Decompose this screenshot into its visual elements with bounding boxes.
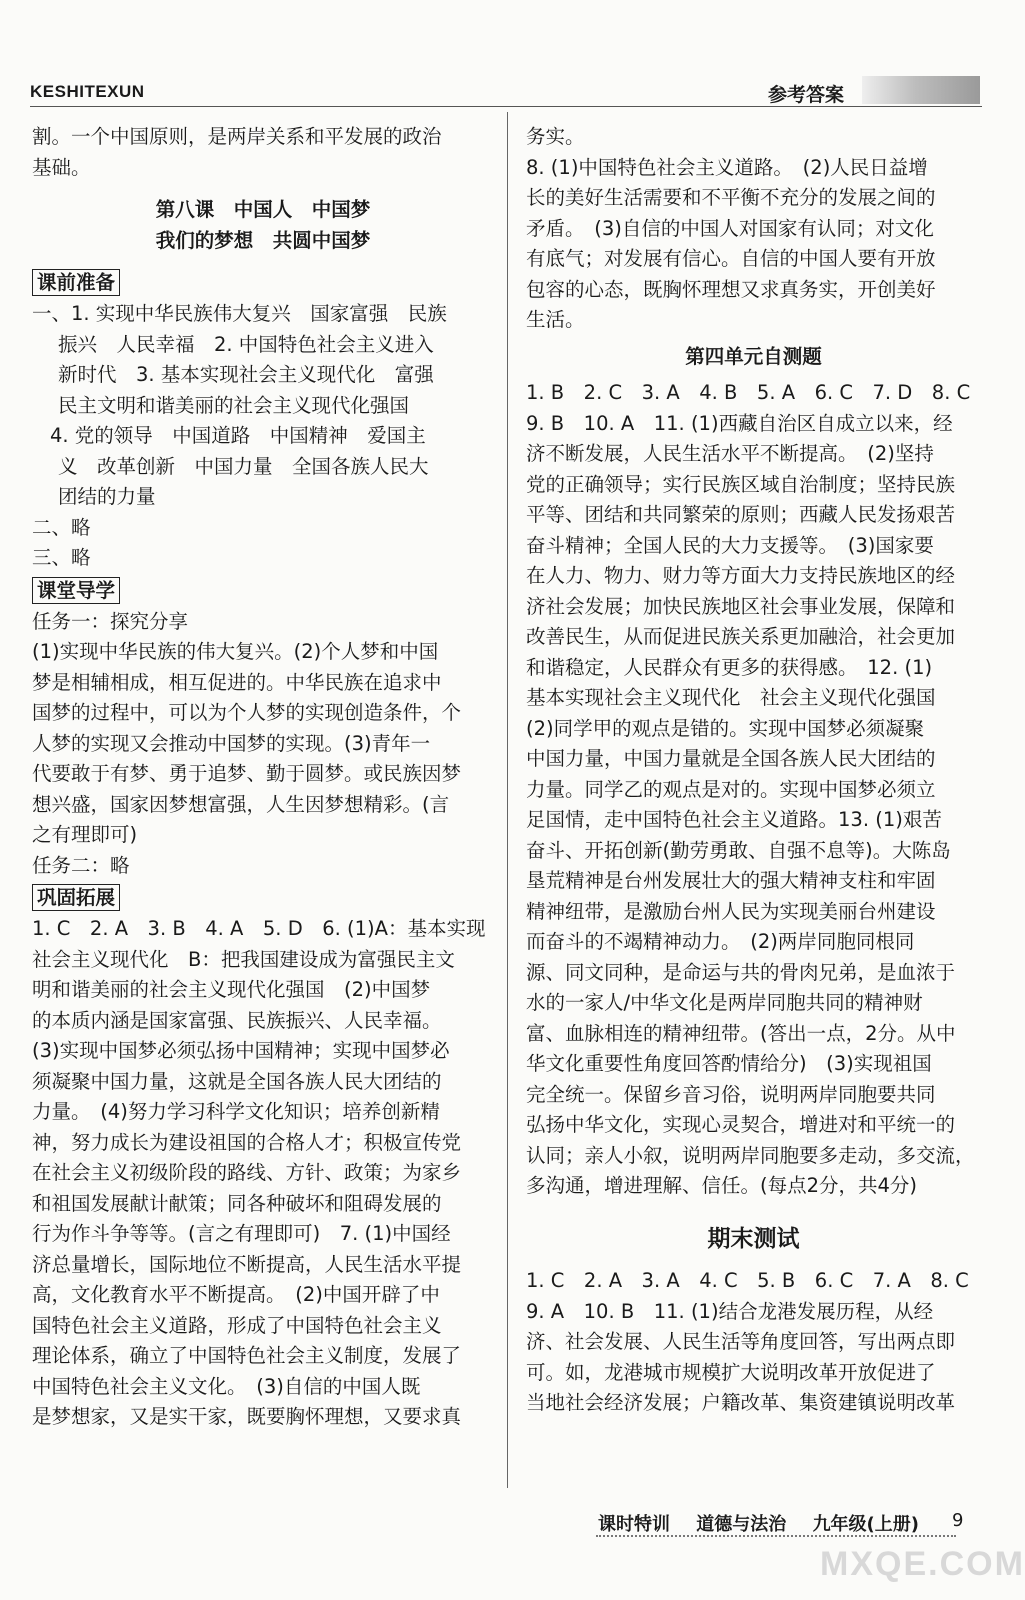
text-line: 党的正确领导；实行民族区域自治制度；坚持民族 — [526, 472, 956, 496]
text-line: 包容的心态，既胸怀理想又求真务实，开创美好 — [526, 277, 936, 301]
section-label-consolidate: 巩固拓展 — [32, 884, 120, 911]
section-label-preview: 课前准备 — [32, 269, 120, 296]
text-line: 基础。 — [32, 155, 91, 179]
continued-answers — [526, 122, 981, 336]
final-test-title: 期末测试 — [707, 1225, 800, 1252]
text-line: 有底气；对发展有信心。自信的中国人要有开放 — [526, 247, 936, 270]
text-line: 生活。 — [526, 308, 585, 331]
text-line: 一、1. 实现中华民族伟大复兴 国家富强 民族 — [32, 302, 447, 325]
brand-name: KESHITEXUN — [30, 82, 145, 101]
text-line: 基本实现社会主义现代化 社会主义现代化强国 — [526, 686, 936, 709]
section-consolidate-answers — [32, 914, 494, 1433]
text-line: 9. B 10. A 11. (1)西藏自治区自成立以来，经 — [526, 411, 953, 435]
text-line: 国特色社会主义道路，形成了中国特色社会主义 — [32, 1313, 442, 1337]
section-guide-answers — [32, 607, 494, 882]
text-line: 9. A 10. B 11. (1)结合龙港发展历程，从经 — [526, 1299, 934, 1323]
text-line: 理论体系，确立了中国特色社会主义制度，发展了 — [32, 1344, 462, 1367]
text-line: 改善民生，从而促进民族关系更加融洽，社会更加 — [526, 625, 956, 648]
text-line: 振兴 人民幸福 2. 中国特色社会主义进入 — [58, 332, 434, 356]
text-line: 任务二：略 — [32, 853, 130, 877]
text-line: 和谐稳定，人民群众有更多的获得感。 12. (1) — [526, 655, 933, 679]
text-line: 代要敢于有梦、勇于追梦、勤于圆梦。或民族因梦 — [32, 762, 462, 785]
footer-grade: 九年级(上册) — [812, 1514, 920, 1535]
text-line: 平等、团结和共同繁荣的原则；西藏人民发扬艰苦 — [526, 503, 956, 526]
text-line: 神，努力成长为建设祖国的合格人才；积极宣传党 — [32, 1130, 462, 1154]
continued-text — [32, 122, 494, 183]
text-line: 任务一：探究分享 — [32, 609, 189, 633]
text-line: 完全统一。保留乡音习俗，说明两岸同胞要共同 — [526, 1082, 936, 1106]
left-column — [32, 122, 494, 1433]
header-title: 参考答案 — [768, 84, 845, 106]
text-line: 明和谐美丽的社会主义现代化强国 (2)中国梦 — [32, 978, 431, 1001]
text-line: 二、略 — [32, 515, 91, 539]
text-line: 1. C 2. A 3. B 4. A 5. D 6. (1)A：基本实现 — [32, 917, 486, 940]
lesson-heading — [32, 195, 494, 256]
text-line: 民主文明和谐美丽的社会主义现代化强国 — [58, 393, 410, 417]
text-line: 社会主义现代化 B：把我国建设成为富强民主文 — [32, 947, 455, 971]
text-line: 三、略 — [32, 546, 91, 569]
text-line: 务实。 — [526, 125, 585, 148]
text-line: 长的美好生活需要和不平衡不充分的发展之间的 — [526, 186, 936, 209]
text-line: 可。如，龙港城市规模扩大说明改革开放促进了 — [526, 1360, 936, 1384]
text-line: 力量。同学乙的观点是对的。实现中国梦必须立 — [526, 777, 936, 801]
text-line: 8. (1)中国特色社会主义道路。 (2)人民日益增 — [526, 155, 928, 179]
text-line: 垦荒精神是台州发展壮大的强大精神支柱和牢固 — [526, 869, 936, 892]
text-line: 华文化重要性角度回答酌情给分) (3)实现祖国 — [526, 1052, 932, 1075]
text-line: 济社会发展；加快民族地区社会事业发展，保障和 — [526, 594, 956, 618]
text-line: 矛盾。 (3)自信的中国人对国家有认同；对文化 — [526, 216, 934, 240]
text-line: 1. C 2. A 3. A 4. C 5. B 6. C 7. A 8. C — [526, 1269, 969, 1292]
text-line: 富、血脉相连的精神纽带。(答出一点，2分。从中 — [526, 1021, 956, 1045]
text-line: 须凝聚中国力量，这就是全国各族人民大团结的 — [32, 1069, 442, 1093]
text-line: 想兴盛，国家因梦想富强，人生因梦想精彩。(言 — [32, 792, 450, 816]
header-rule — [30, 106, 982, 107]
text-line: 高，文化教育水平不断提高。 (2)中国开辟了中 — [32, 1283, 440, 1306]
text-line: 割。一个中国原则，是两岸关系和平发展的政治 — [32, 125, 442, 148]
text-line: 行为作斗争等等。(言之有理即可) 7. (1)中国经 — [32, 1222, 451, 1245]
text-line: 是梦想家，又是实干家，既要胸怀理想，又要求真 — [32, 1405, 462, 1428]
text-line: 团结的力量 — [58, 485, 156, 508]
lesson-title: 第八课 中国人 中国梦 — [155, 198, 371, 221]
text-line: 1. B 2. C 3. A 4. B 5. A 6. C 7. D 8. C — [526, 381, 971, 404]
footer-series: 课时特训 — [598, 1514, 670, 1535]
text-line: 奋斗精神；全国人民的大力支援等。 (3)国家要 — [526, 533, 934, 557]
text-line: (2)同学甲的观点是错的。实现中国梦必须凝聚 — [526, 716, 925, 740]
text-line: 新时代 3. 基本实现社会主义现代化 富强 — [58, 363, 434, 386]
footer-subject: 道德与法治 — [696, 1514, 787, 1535]
text-line: 在社会主义初级阶段的路线、方针、政策；为家乡 — [32, 1161, 462, 1184]
text-line: 足国情，走中国特色社会主义道路。13. (1)艰苦 — [526, 808, 942, 831]
text-line: 源、同文同种，是命运与共的骨肉兄弟，是血浓于 — [526, 960, 956, 984]
text-line: (3)实现中国梦必须弘扬中国精神；实现中国梦必 — [32, 1039, 450, 1062]
text-line: 力量。 (4)努力学习科学文化知识；培养创新精 — [32, 1100, 440, 1123]
text-line: 的本质内涵是国家富强、民族振兴、人民幸福。 — [32, 1008, 442, 1032]
text-line: 人梦的实现又会推动中国梦的实现。(3)青年一 — [32, 731, 431, 755]
text-line: 而奋斗的不竭精神动力。 (2)两岸同胞同根同 — [526, 930, 915, 953]
text-line: 精神纽带，是激励台州人民为实现美丽台州建设 — [526, 899, 936, 923]
unit-test-title: 第四单元自测题 — [685, 344, 822, 368]
page-footer — [598, 1510, 939, 1536]
text-line: 中国特色社会主义文化。 (3)自信的中国人既 — [32, 1374, 421, 1398]
column-divider — [507, 112, 508, 1488]
text-line: 奋斗、开拓创新(勤劳勇敢、自强不息等)。大陈岛 — [526, 838, 951, 862]
site-watermark: MXQE.COM — [820, 1545, 1025, 1583]
section-label-guide: 课堂导学 — [32, 577, 120, 604]
text-line: 义 改革创新 中国力量 全国各族人民大 — [58, 454, 429, 478]
footer-rule — [596, 1535, 956, 1537]
section-preview-answers — [32, 299, 494, 574]
text-line: 弘扬中华文化，实现心灵契合，增进对和平统一的 — [526, 1113, 956, 1136]
text-line: 水的一家人/中华文化是两岸同胞共同的精神财 — [526, 991, 923, 1014]
text-line: 当地社会经济发展；户籍改革、集资建镇说明改革 — [526, 1391, 956, 1414]
header-gradient-bar — [862, 76, 980, 104]
text-line: 和祖国发展献计献策；同各种破坏和阻碍发展的 — [32, 1191, 442, 1215]
text-line: 济、社会发展、人民生活等角度回答，写出两点即 — [526, 1330, 956, 1353]
text-line: 4. 党的领导 中国道路 中国精神 爱国主 — [50, 424, 426, 447]
text-line: 济总量增长，国际地位不断提高，人民生活水平提 — [32, 1252, 462, 1276]
text-line: (1)实现中华民族的伟大复兴。(2)个人梦和中国 — [32, 640, 439, 663]
unit-test-answers — [526, 378, 981, 1202]
text-line: 在人力、物力、财力等方面大力支持民族地区的经 — [526, 564, 956, 587]
page-header — [0, 0, 996, 110]
lesson-subtitle: 我们的梦想 共圆中国梦 — [155, 228, 371, 252]
text-line: 济不断发展，人民生活水平不断提高。 (2)坚持 — [526, 442, 934, 465]
page-number: 9 — [952, 1510, 964, 1531]
text-line: 之有理即可) — [32, 823, 138, 846]
text-line: 认同；亲人小叙，说明两岸同胞要多走动，多交流， — [526, 1143, 975, 1167]
text-line: 多沟通，增进理解、信任。(每点2分，共4分) — [526, 1174, 918, 1197]
text-line: 国梦的过程中，可以为个人梦的实现创造条件，个 — [32, 701, 462, 724]
final-test-answers — [526, 1266, 981, 1419]
right-column — [526, 122, 981, 1419]
text-line: 中国力量，中国力量就是全国各族人民大团结的 — [526, 747, 936, 770]
text-line: 梦是相辅相成，相互促进的。中华民族在追求中 — [32, 670, 442, 694]
